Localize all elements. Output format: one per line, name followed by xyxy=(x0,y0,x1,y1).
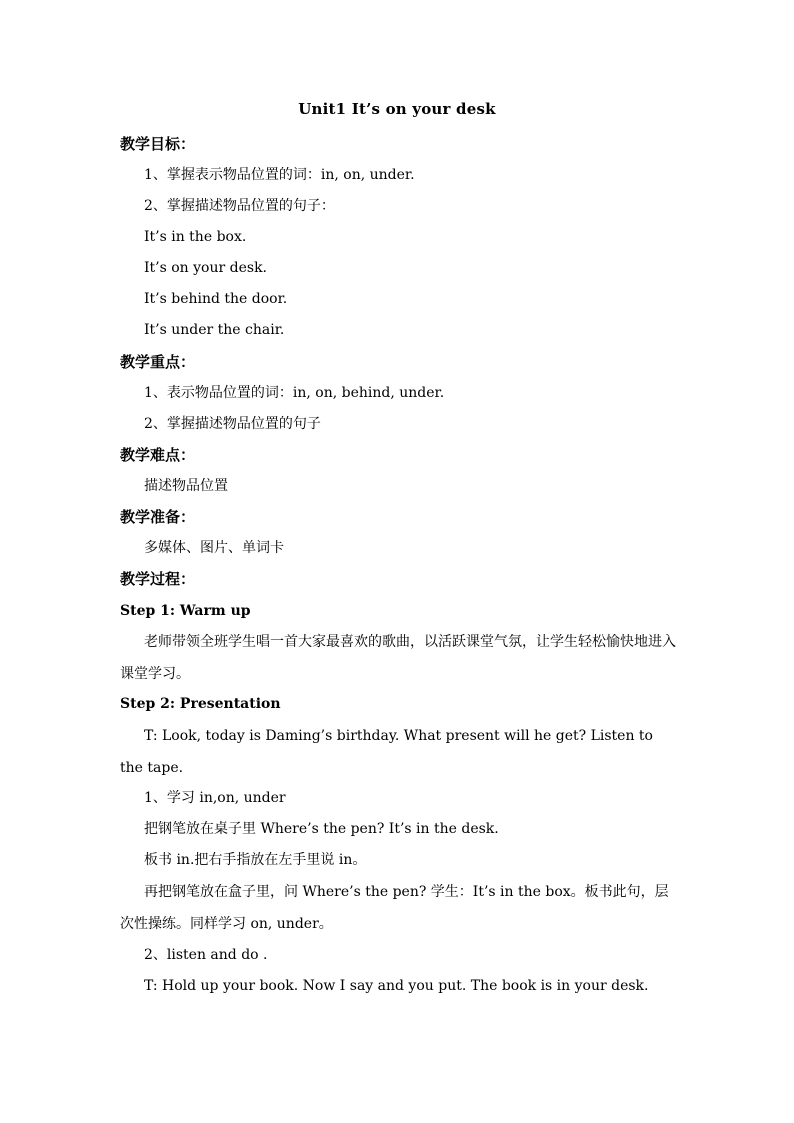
presentation-item-1: 1、学习 in,on, under xyxy=(144,790,286,806)
step-2-paragraph: T: Look, today is Daming’s birthday. What present will he get? Listen to the tape. xyxy=(120,728,653,776)
objectives-item-2: 2、掌握描述物品位置的句子： xyxy=(144,198,335,214)
key-points-heading: 教学重点： xyxy=(120,353,196,371)
step-1-paragraph: 老师带领全班学生唱一首大家最喜欢的歌曲，以活跃课堂气氛，让学生轻松愉快地进入课堂学习。 xyxy=(120,634,676,682)
example-sentence-4: It’s under the chair. xyxy=(144,322,285,338)
objectives-heading: 教学目标： xyxy=(120,135,196,153)
difficulties-item-1: 描述物品位置 xyxy=(144,478,228,494)
example-sentence-3: It’s behind the door. xyxy=(144,291,288,307)
example-sentence-2: It’s on your desk. xyxy=(144,260,267,276)
presentation-line-6: T: Hold up your book. Now I say and you put. The book is in your desk. xyxy=(144,978,649,994)
step-2-title: Step 2: Presentation xyxy=(120,696,281,712)
presentation-line-3: 板书 in.把右手指放在左手里说 in。 xyxy=(144,852,367,868)
difficulties-heading: 教学难点： xyxy=(120,446,196,464)
key-points-item-1: 1、表示物品位置的词：in, on, behind, under. xyxy=(144,385,445,401)
process-heading: 教学过程： xyxy=(120,570,196,588)
step-1-title: Step 1: Warm up xyxy=(120,603,251,619)
presentation-line-2: 把钢笔放在桌子里 Where’s the pen? It’s in the desk. xyxy=(144,821,499,837)
presentation-item-2: 2、listen and do . xyxy=(144,947,268,963)
document-title: Unit1 It’s on your desk xyxy=(298,100,496,118)
key-points-item-2: 2、掌握描述物品位置的句子 xyxy=(144,416,321,432)
presentation-line-4: 再把钢笔放在盒子里，问 Where’s the pen? 学生：It’s in the box。板书此句，层次性操练。同样学习 on, under。 xyxy=(120,884,669,932)
example-sentence-1: It’s in the box. xyxy=(144,229,247,245)
preparation-heading: 教学准备： xyxy=(120,508,196,526)
objectives-item-1: 1、掌握表示物品位置的词：in, on, under. xyxy=(144,167,415,183)
preparation-item-1: 多媒体、图片、单词卡 xyxy=(144,540,284,556)
